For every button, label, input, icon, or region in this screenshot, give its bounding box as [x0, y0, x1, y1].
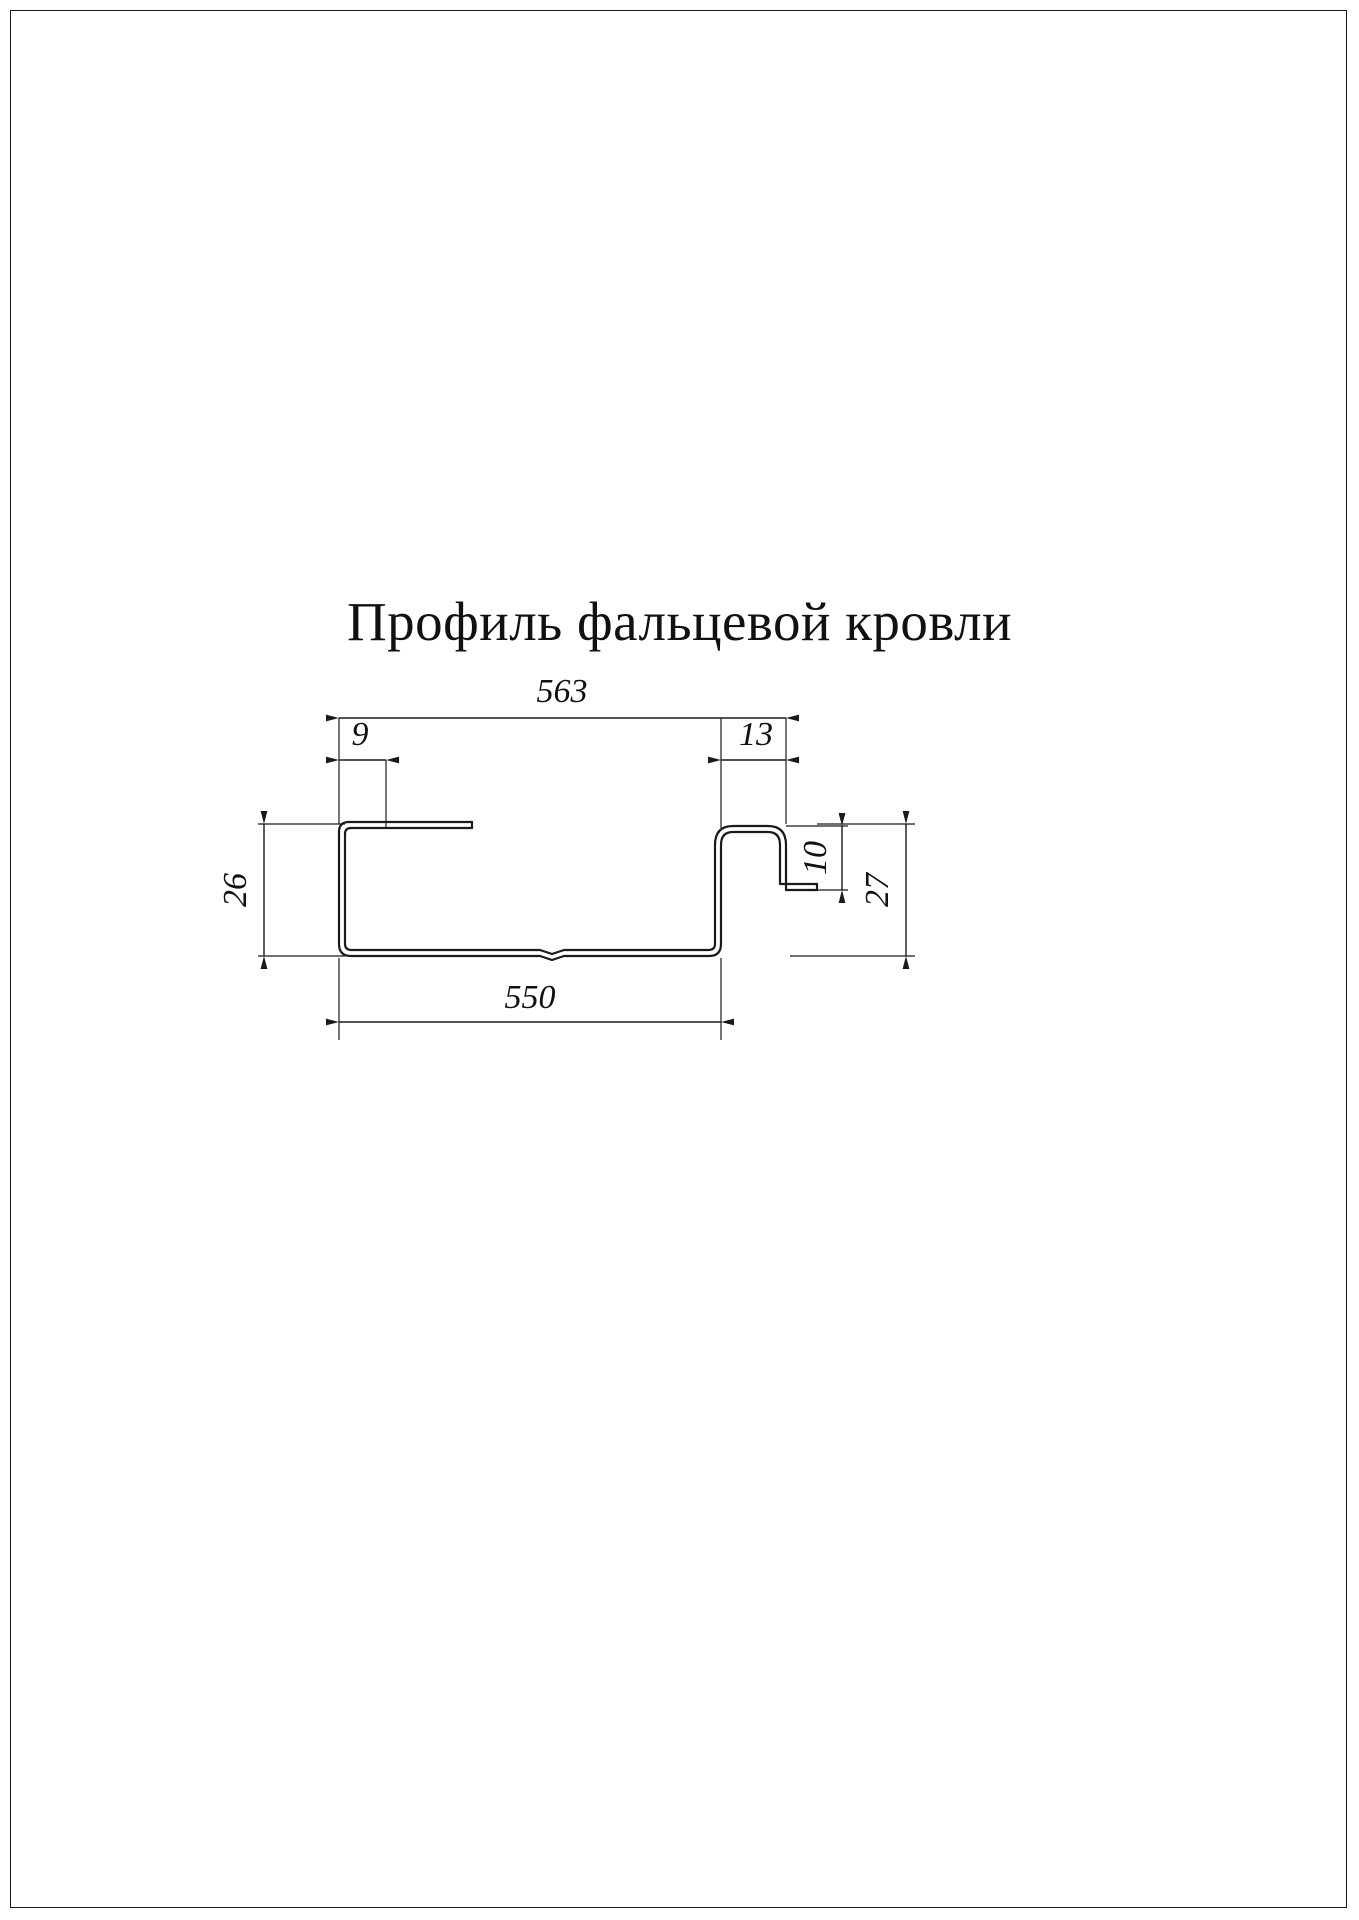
dimension-base-width: 550 [504, 979, 556, 1016]
dimension-left-height: 26 [217, 873, 254, 907]
dimension-overall-width: 563 [536, 673, 588, 710]
dimension-right-height: 27 [859, 873, 896, 907]
dimension-seam-step-height: 10 [797, 841, 834, 875]
dimension-right-seam-width: 13 [739, 716, 773, 753]
extension-lines [258, 718, 915, 1040]
page-title: Профиль фальцевой кровли [346, 591, 1013, 652]
profile-outline [339, 822, 817, 960]
dimension-labels [217, 673, 896, 1016]
dimension-left-flange: 9 [351, 716, 369, 753]
